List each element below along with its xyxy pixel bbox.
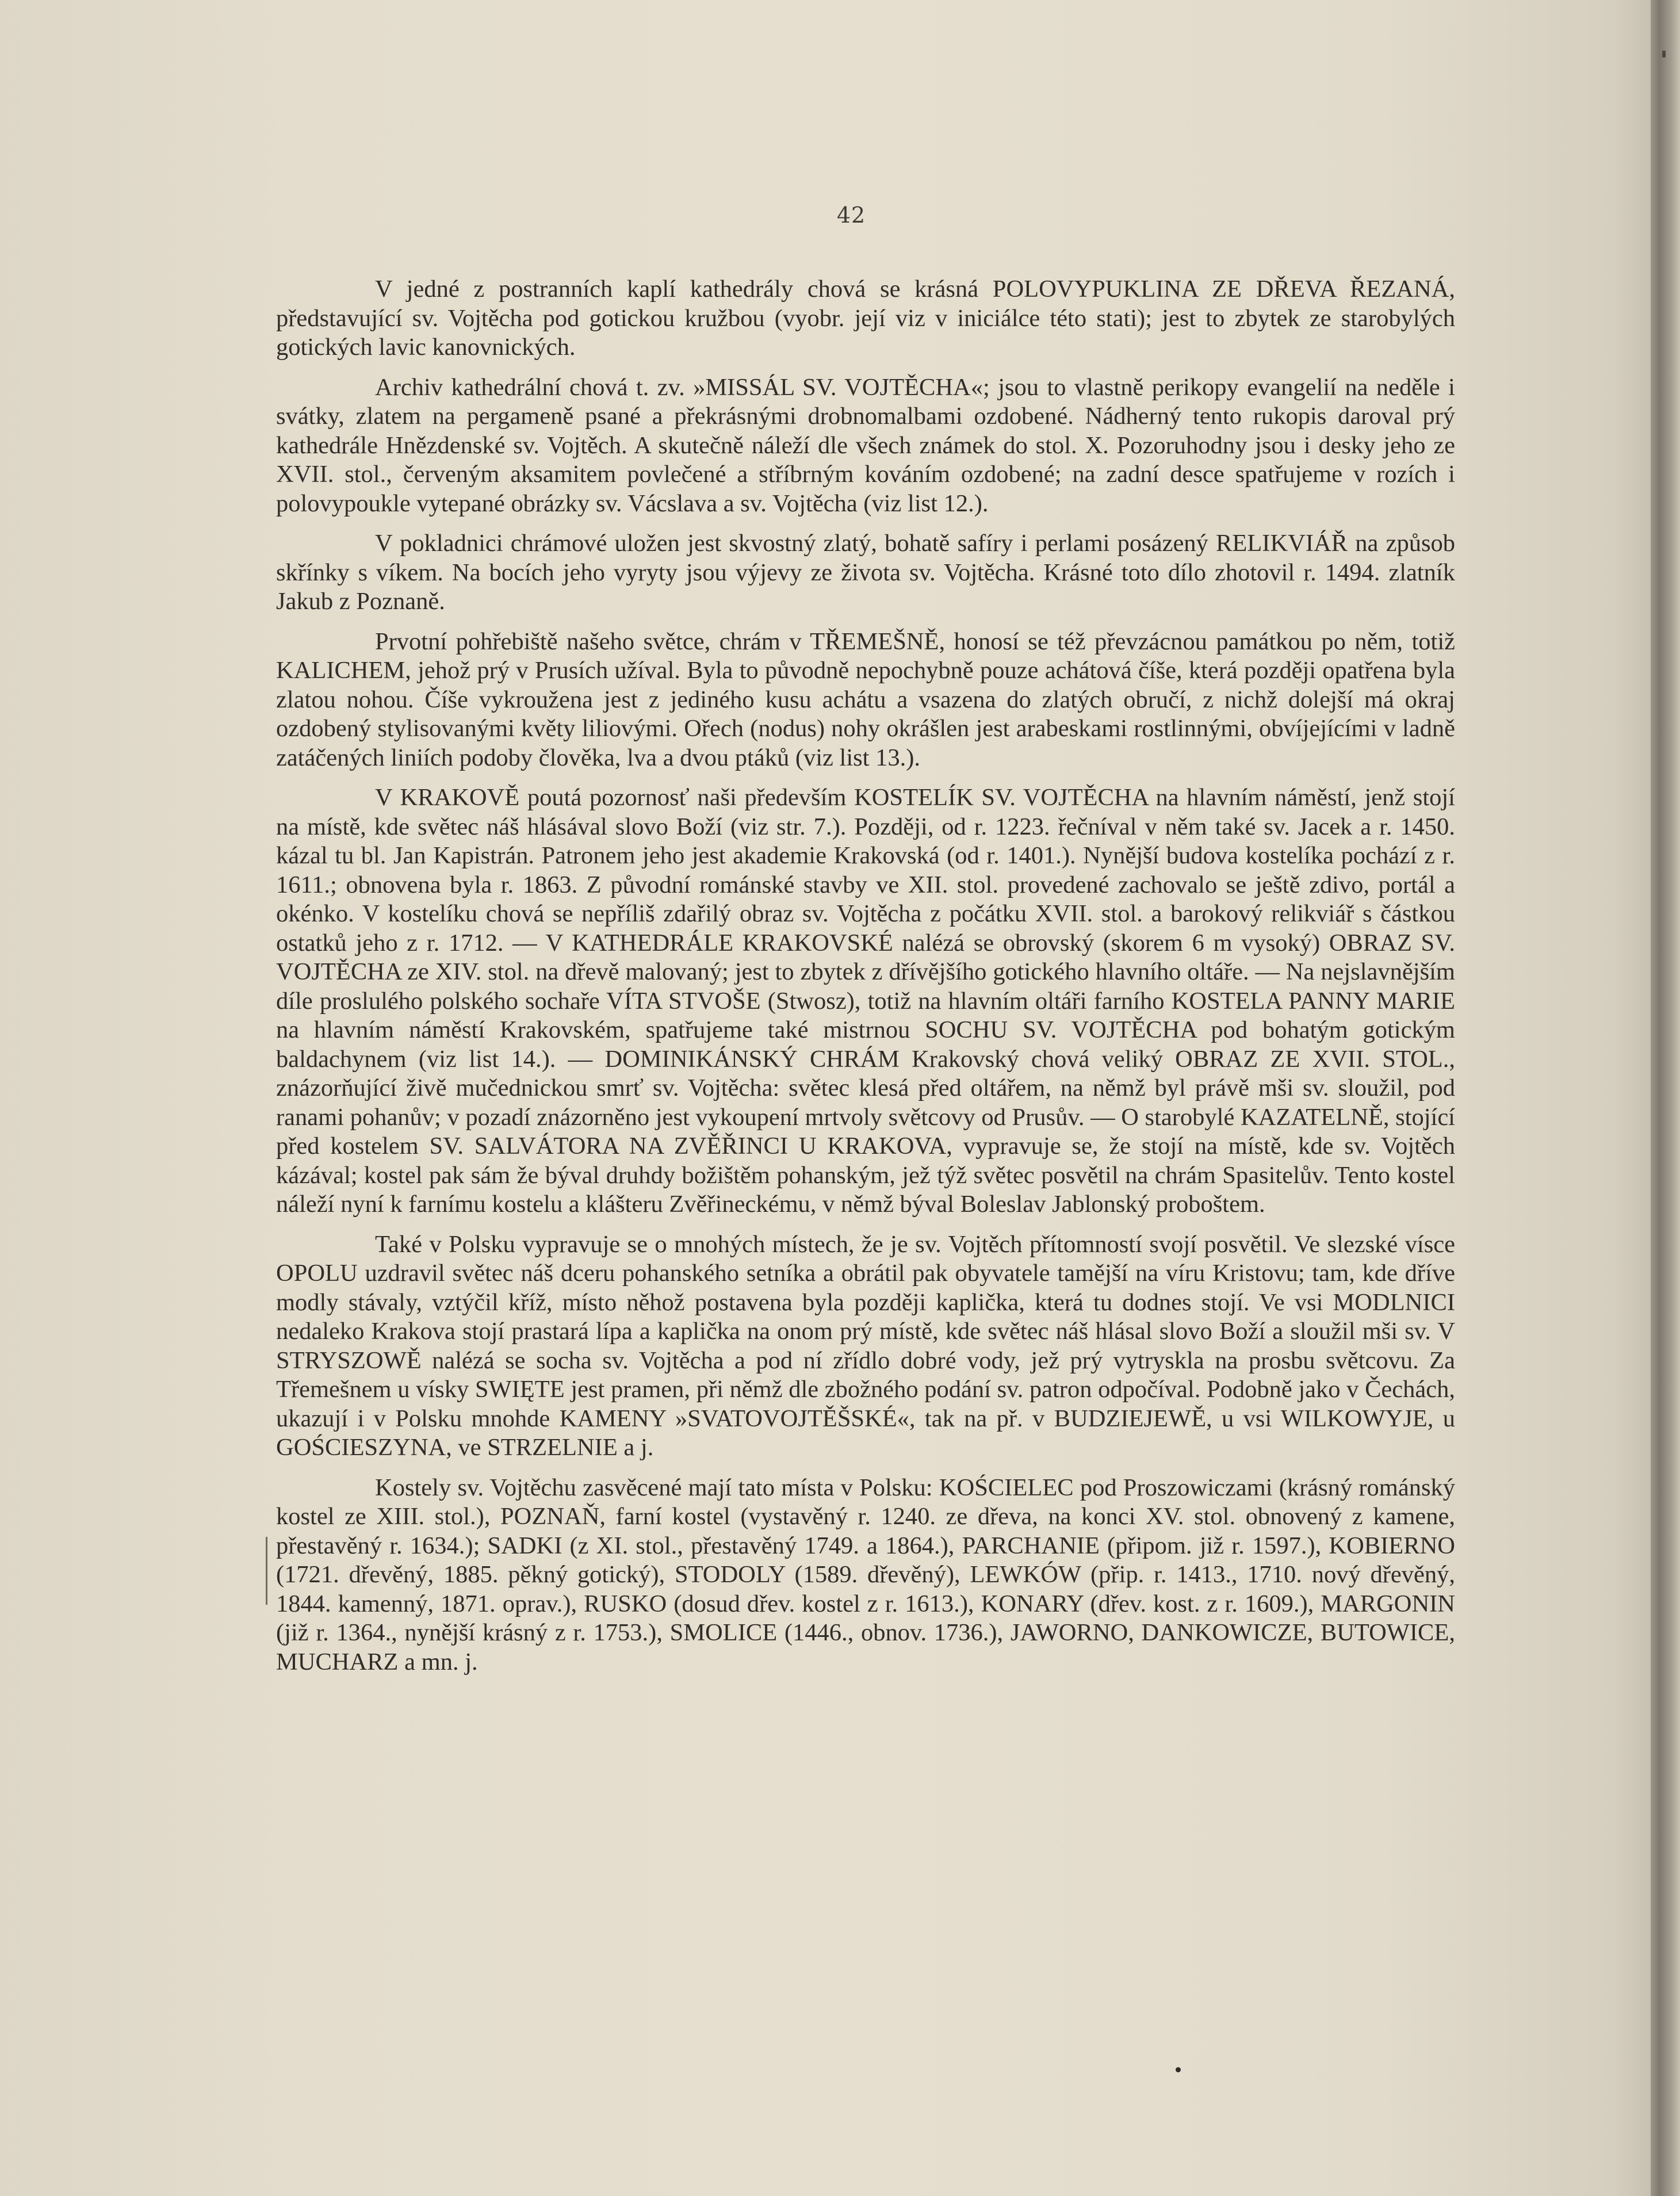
paragraph-tremesno-kalich: Prvotní pohřebiště našeho světce, chrám v TŘEMEŠNĚ, honosí se též převzácnou památkou po něm, totiž KALICHEM, jehož prý v Prusích užíval. Byla to původně nepochybně pouze achátová číše, která později opatřena byla zlatou nohou. Číše vykroužena jest z jediného kusu achátu a vsazena do zlatých obručí, z nichž dolejší má okraj ozdobený stylisovanými květy liliovými. Ořech (nodus) nohy okrášlen jest arabeskami rostlinnými, obvíjejícími v ladně zatáčených liniích podoby člověka, lva a dvou ptáků (viz list 13.). — [276, 628, 1455, 771]
paragraph-missal: Archiv kathedrální chová t. zv. »MISSÁL SV. VOJTĚCHA«; jsou to vlastně perikopy evangelií na neděle i svátky, zlatem na pergameně psané a překrásnými drobnomalbami ozdobené. Nádherný tento rukopis daroval prý kathedrále Hnězdenské sv. Vojtěch. A skutečně náleží dle všech známek do stol. X. Pozoruhodny jsou i desky jeho ze XVII. stol., červeným aksamitem povlečené a stříbrným kováním ozdobené; na zadní desce spatřujeme v rozích i polovypoukle vytepané obrázky sv. Vácslava a sv. Vojtěcha (viz list 12.). — [276, 373, 1455, 517]
margin-stroke — [266, 1537, 267, 1605]
paragraph-krakov: V KRAKOVĚ poutá pozornosť naši především KOSTELÍK SV. VOJTĚCHA na hlavním náměstí, jenž stojí na místě, kde světec náš hlásával slovo Boží (viz str. 7.). Později, od r. 1223. řečníval v něm také sv. Jacek a r. 1450. kázal tu bl. Jan Kapistrán. Patronem jeho jest akademie Krakovská (od r. 1401.). Nynější budova kostelíka pochází z r. 1611.; obnovena byla r. 1863. Z původní románské stavby ve XII. stol. provedené zachovalo se ještě zdivo, portál a okénko. V kostelíku chová se nepříliš zdařilý obraz sv. Vojtěcha z počátku XVII. stol. a barokový relikviář s částkou ostatků jeho z r. 1712. — V KATHEDRÁLE KRAKOVSKÉ nalézá se obrovský (skorem 6 m vysoký) OBRAZ SV. VOJTĚCHA ze XIV. stol. na dřevě malovaný; jest to zbytek z dřívějšího gotického hlavního oltáře. — Na nejslavnějším díle proslulého polského sochaře VÍTA STVOŠE (Stwosz), totiž na hlavním oltáři farního KOSTELA PANNY MARIE na hlavním náměstí Krakovském, spatřujeme také mistrnou SOCHU SV. VOJTĚCHA pod bohatým gotickým baldachynem (viz list 14.). — DOMINIKÁNSKÝ CHRÁM Krakovský chová veliký OBRAZ ZE XVII. STOL., znázorňující živě mučednickou smrť sv. Vojtěcha: světec klesá před oltářem, na němž byl právě mši sv. sloužil, pod ranami pohanův; v pozadí znázorněno jest vykoupení mrtvoly světcovy od Prusův. — O starobylé KAZATELNĚ, stojící před kostelem SV. SALVÁTORA NA ZVĚŘINCI U KRAKOVA, vypravuje se, že stojí na místě, kde sv. Vojtěch kázával; kostel pak sám že býval druhdy božištěm pohanským, jež týž světec posvětil na chrám Spasitelův. Tento kostel náleží nyní k farnímu kostelu a klášteru Zvěřineckému, v němž býval Boleslav Jablonský proboštem. — [276, 784, 1455, 1218]
paragraph-relikviar: V pokladnici chrámové uložen jest skvostný zlatý, bohatě safíry i perlami posázený RELIKVIÁŘ na způsob skřínky s víkem. Na bocích jeho vyryty jsou výjevy ze života sv. Vojtěcha. Krásné toto dílo zhotovil r. 1494. zlatník Jakub z Poznaně. — [276, 530, 1455, 615]
ink-dot — [1176, 2067, 1181, 2072]
paragraph-polsko-mista: Také v Polsku vypravuje se o mnohých místech, že je sv. Vojtěch přítomností svojí posvětil. Ve slezské vísce OPOLU uzdravil světec náš dceru pohanského setníka a obrátil pak obyvatele tamější na víru Kristovu; tam, kde dříve modly stávaly, vztýčil kříž, místo něhož postavena byla později kaplička, která tu dodnes stojí. Ve vsi MODLNICI nedaleko Krakova stojí prastará lípa a kaplička na onom prý místě, kde světec náš hlásal slovo Boží a sloužil mši sv. V STRYSZOWĚ nalézá se socha sv. Vojtěcha a pod ní zřídlo dobré vody, jež prý vytryskla na prosbu světcovu. Za Třemešnem u vísky SWIĘTE jest pramen, při němž dle zbožného podání sv. patron odpočíval. Podobně jako v Čechách, ukazují i v Polsku mnohde KAMENY »SVATOVOJTĚŠSKÉ«, tak na př. v BUDZIEJEWĚ, u vsi WILKOWYJE, u GOŚCIESZYNA, ve STRZELNIE a j. — [276, 1230, 1455, 1461]
paragraph-polovypuklina: V jedné z postranních kaplí kathedrály chová se krásná POLOVYPUKLINA ZE DŘEVA ŘEZANÁ, představující sv. Vojtěcha pod gotickou kružbou (vyobr. její viz v iniciálce této stati); jest to zbytek ze starobylých gotických lavic kanovnických. — [276, 276, 1455, 361]
edge-mark — [1662, 51, 1666, 58]
paragraph-kostely: Kostely sv. Vojtěchu zasvěcené mají tato místa v Polsku: KOŚCIELEC pod Proszowiczami (krásný románský kostel ze XIII. stol.), POZNAŇ, farní kostel (vystavěný r. 1240. ze dřeva, na konci XV. stol. obnovený z kamene, přestavěný r. 1634.); SADKI (z XI. stol., přestavěný 1749. a 1864.), PARCHANIE (připom. již r. 1597.), KOBIERNO (1721. dřevěný, 1885. pěkný gotický), STODOLY (1589. dřevěný), LEWKÓW (přip. r. 1413., 1710. nový dřevěný, 1844. kamenný, 1871. oprav.), RUSKO (dosud dřev. kostel z r. 1613.), KONARY (dřev. kost. z r. 1609.), MARGONIN (již r. 1364., nynější krásný z r. 1753.), SMOLICE (1446., obnov. 1736.), JAWORNO, DANKOWICZE, BUTOWICE, MUCHARZ a mn. j. — [276, 1474, 1455, 1675]
page-edge-shadow — [1651, 0, 1680, 2196]
body-text — [276, 275, 1455, 1688]
page-number: 42 — [836, 202, 866, 228]
